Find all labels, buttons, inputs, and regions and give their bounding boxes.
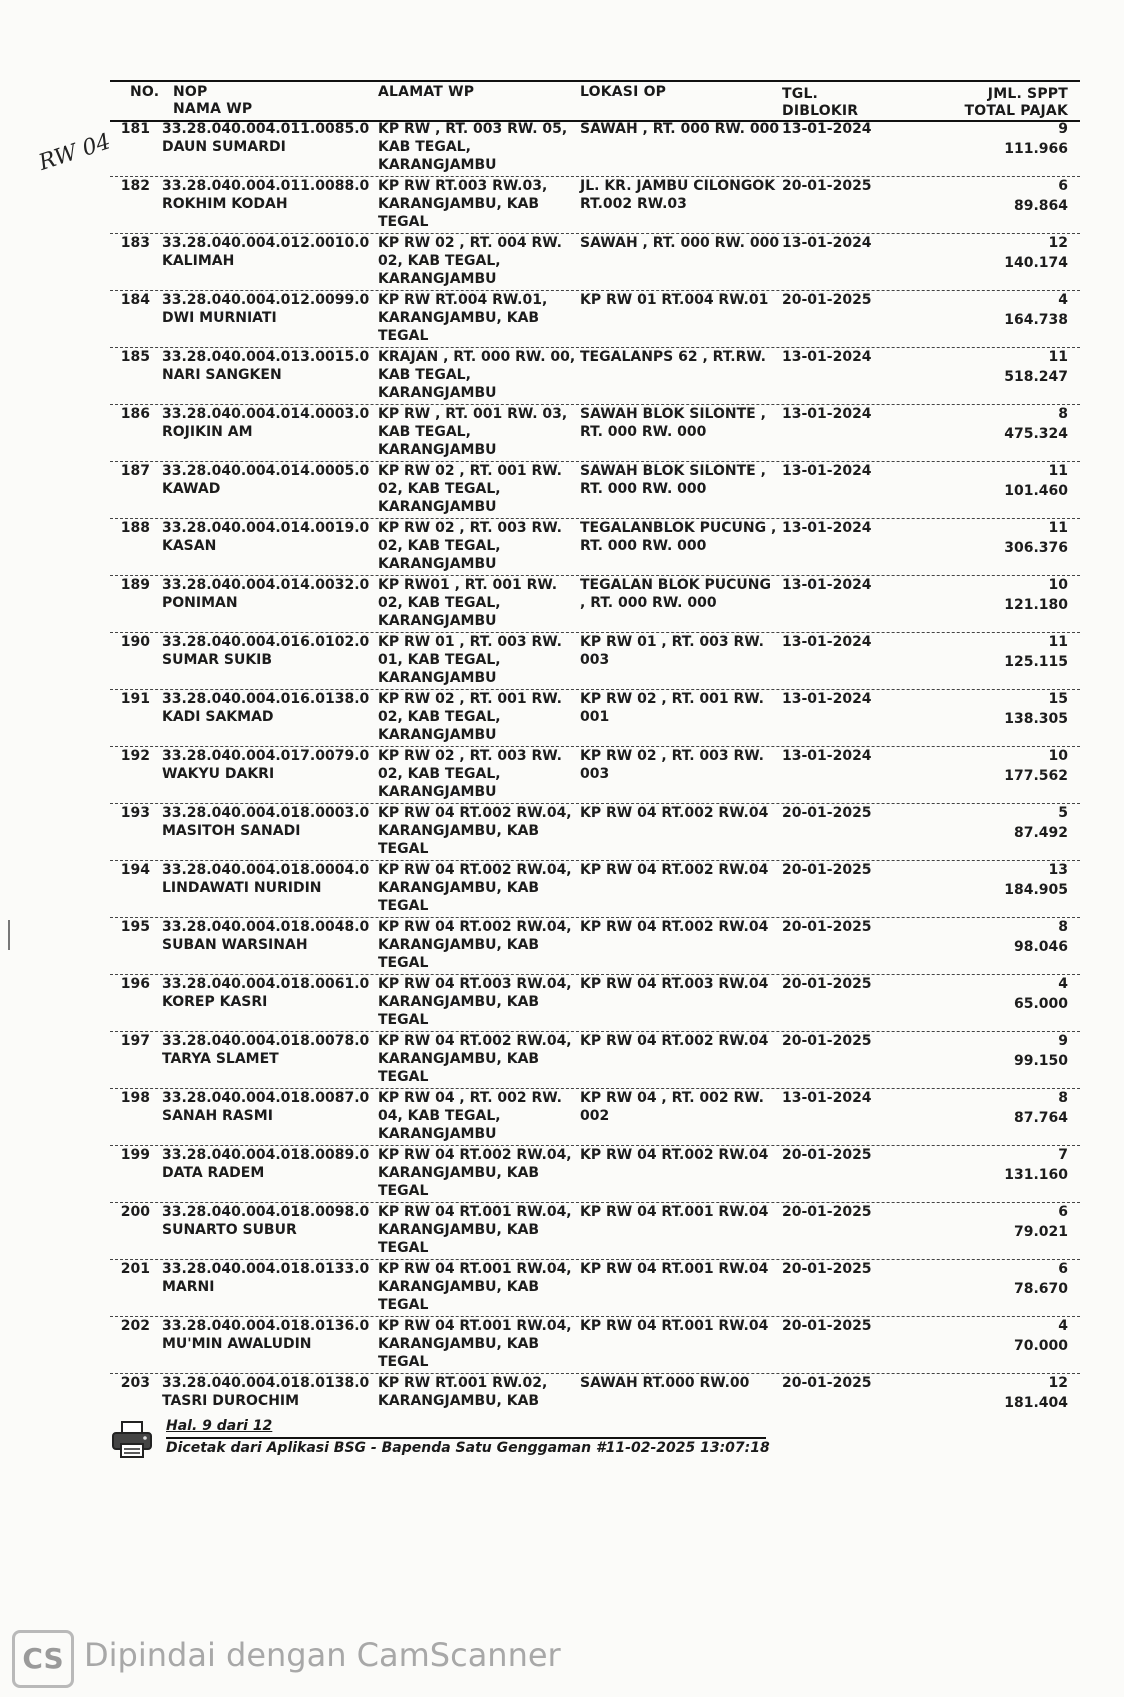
row-jml-sppt: 11 (1048, 634, 1068, 650)
row-nama-wp: KASAN (162, 538, 217, 554)
row-nama-wp: DAUN SUMARDI (162, 139, 286, 155)
header-total-pajak: TOTAL PAJAK (964, 103, 1068, 119)
table-row (110, 1259, 1080, 1316)
row-nop: 33.28.040.004.018.0133.0 (162, 1261, 370, 1277)
row-no: 195 (120, 919, 150, 935)
table-row (110, 233, 1080, 290)
row-jml-sppt: 4 (1058, 1318, 1068, 1334)
row-alamat-wp: KP RW 01 , RT. 003 RW. 01, KAB TEGAL, KARANGJAMBU (378, 634, 562, 686)
row-alamat-wp: KP RW RT.003 RW.03, KARANGJAMBU, KAB TEGAL (378, 178, 548, 230)
table-row (110, 1202, 1080, 1259)
table-row (110, 1088, 1080, 1145)
row-jml-sppt: 9 (1058, 121, 1068, 137)
row-tgl-diblokir: 13-01-2024 (782, 1090, 872, 1106)
row-nama-wp: SUMAR SUKIB (162, 652, 273, 668)
row-lokasi-op: KP RW 02 , RT. 001 RW. 001 (580, 691, 764, 725)
row-no: 188 (120, 520, 150, 536)
row-total-pajak: 306.376 (1004, 540, 1068, 556)
row-tgl-diblokir: 13-01-2024 (782, 577, 872, 593)
row-jml-sppt: 11 (1048, 520, 1068, 536)
row-nop: 33.28.040.004.016.0102.0 (162, 634, 370, 650)
row-no: 192 (120, 748, 150, 764)
row-alamat-wp: KP RW RT.004 RW.01, KARANGJAMBU, KAB TEGAL (378, 292, 548, 344)
row-tgl-diblokir: 13-01-2024 (782, 121, 872, 137)
row-total-pajak: 87.492 (1013, 825, 1068, 841)
header-diblokir: DIBLOKIR (782, 103, 859, 119)
row-nama-wp: KOREP KASRI (162, 994, 268, 1010)
row-alamat-wp: KP RW 04 RT.001 RW.04, KARANGJAMBU, KAB TEGAL (378, 1318, 572, 1370)
row-nama-wp: TARYA SLAMET (162, 1051, 279, 1067)
row-nama-wp: SANAH RASMI (162, 1108, 273, 1124)
table-row (110, 176, 1080, 233)
row-nama-wp: MU'MIN AWALUDIN (162, 1336, 312, 1352)
row-tgl-diblokir: 20-01-2025 (782, 1033, 872, 1049)
row-lokasi-op: KP RW 04 RT.001 RW.04 (580, 1261, 769, 1277)
row-alamat-wp: KP RW 02 , RT. 004 RW. 02, KAB TEGAL, KARANGJAMBU (378, 235, 562, 287)
row-jml-sppt: 4 (1058, 976, 1068, 992)
row-lokasi-op: TEGALANPS 62 , RT.RW. (580, 349, 766, 365)
row-total-pajak: 518.247 (1004, 369, 1068, 385)
printer-icon (110, 1420, 154, 1460)
row-tgl-diblokir: 13-01-2024 (782, 235, 872, 251)
row-tgl-diblokir: 20-01-2025 (782, 862, 872, 878)
row-nop: 33.28.040.004.018.0098.0 (162, 1204, 370, 1220)
row-nama-wp: MARNI (162, 1279, 215, 1295)
table-row (110, 803, 1080, 860)
row-jml-sppt: 8 (1058, 406, 1068, 422)
table-row (110, 974, 1080, 1031)
handwritten-note: RW 04 (35, 129, 114, 176)
row-alamat-wp: KP RW 02 , RT. 003 RW. 02, KAB TEGAL, KARANGJAMBU (378, 520, 562, 572)
row-alamat-wp: KP RW 04 RT.002 RW.04, KARANGJAMBU, KAB TEGAL (378, 805, 572, 857)
row-no: 182 (120, 178, 150, 194)
row-no: 187 (120, 463, 150, 479)
row-alamat-wp: KRAJAN , RT. 000 RW. 00, KAB TEGAL, KARANGJAMBU (378, 349, 576, 401)
row-tgl-diblokir: 20-01-2025 (782, 976, 872, 992)
row-total-pajak: 184.905 (1004, 882, 1068, 898)
row-no: 199 (120, 1147, 150, 1163)
row-no: 200 (120, 1204, 150, 1220)
row-no: 198 (120, 1090, 150, 1106)
header-jml-sppt: JML. SPPT (987, 86, 1068, 102)
row-lokasi-op: KP RW 04 RT.002 RW.04 (580, 805, 769, 821)
row-total-pajak: 101.460 (1004, 483, 1068, 499)
row-lokasi-op: KP RW 04 , RT. 002 RW. 002 (580, 1090, 764, 1124)
row-nop: 33.28.040.004.014.0019.0 (162, 520, 370, 536)
row-alamat-wp: KP RW 04 RT.001 RW.04, KARANGJAMBU, KAB TEGAL (378, 1204, 572, 1256)
header-lokasi-op: LOKASI OP (580, 84, 667, 100)
row-total-pajak: 89.864 (1013, 198, 1068, 214)
row-lokasi-op: SAWAH RT.000 RW.00 (580, 1375, 750, 1391)
row-lokasi-op: JL. KR. JAMBU CILONGOK RT.002 RW.03 (580, 178, 776, 212)
row-tgl-diblokir: 20-01-2025 (782, 178, 872, 194)
header-nop: NOP (173, 84, 208, 100)
row-alamat-wp: KP RW 04 RT.002 RW.04, KARANGJAMBU, KAB TEGAL (378, 1147, 572, 1199)
table-row (110, 1316, 1080, 1373)
row-nop: 33.28.040.004.018.0136.0 (162, 1318, 370, 1334)
row-nop: 33.28.040.004.017.0079.0 (162, 748, 370, 764)
row-total-pajak: 98.046 (1013, 939, 1068, 955)
row-jml-sppt: 10 (1048, 577, 1068, 593)
row-nop: 33.28.040.004.014.0032.0 (162, 577, 370, 593)
table-row (110, 290, 1080, 347)
row-jml-sppt: 9 (1058, 1033, 1068, 1049)
row-nama-wp: KADI SAKMAD (162, 709, 274, 725)
table-row (110, 689, 1080, 746)
row-total-pajak: 131.160 (1004, 1167, 1068, 1183)
row-nop: 33.28.040.004.018.0089.0 (162, 1147, 370, 1163)
row-nop: 33.28.040.004.018.0048.0 (162, 919, 370, 935)
row-tgl-diblokir: 20-01-2025 (782, 292, 872, 308)
row-no: 197 (120, 1033, 150, 1049)
row-jml-sppt: 10 (1048, 748, 1068, 764)
row-jml-sppt: 12 (1048, 235, 1068, 251)
table-row (110, 632, 1080, 689)
row-alamat-wp: KP RW 02 , RT. 001 RW. 02, KAB TEGAL, KARANGJAMBU (378, 691, 562, 743)
table-row (110, 746, 1080, 803)
camscanner-watermark (8, 1626, 608, 1686)
row-alamat-wp: KP RW 02 , RT. 003 RW. 02, KAB TEGAL, KARANGJAMBU (378, 748, 562, 800)
row-tgl-diblokir: 20-01-2025 (782, 1318, 872, 1334)
row-nama-wp: KAWAD (162, 481, 221, 497)
row-tgl-diblokir: 13-01-2024 (782, 634, 872, 650)
row-nop: 33.28.040.004.016.0138.0 (162, 691, 370, 707)
row-total-pajak: 140.174 (1004, 255, 1068, 271)
table-row (110, 1031, 1080, 1088)
print-info: Dicetak dari Aplikasi BSG - Bapenda Satu Genggaman #11-02-2025 13:07:18 (166, 1440, 770, 1456)
row-lokasi-op: KP RW 04 RT.002 RW.04 (580, 1033, 769, 1049)
row-jml-sppt: 4 (1058, 292, 1068, 308)
row-tgl-diblokir: 13-01-2024 (782, 748, 872, 764)
row-no: 203 (120, 1375, 150, 1391)
row-total-pajak: 181.404 (1004, 1395, 1068, 1411)
row-nop: 33.28.040.004.018.0078.0 (162, 1033, 370, 1049)
row-tgl-diblokir: 20-01-2025 (782, 1375, 872, 1391)
row-nama-wp: LINDAWATI NURIDIN (162, 880, 322, 896)
row-tgl-diblokir: 20-01-2025 (782, 1261, 872, 1277)
header-no: NO. (130, 84, 160, 100)
row-nop: 33.28.040.004.018.0061.0 (162, 976, 370, 992)
row-nop: 33.28.040.004.011.0088.0 (162, 178, 370, 194)
row-tgl-diblokir: 20-01-2025 (782, 919, 872, 935)
table-row (110, 575, 1080, 632)
row-nop: 33.28.040.004.018.0087.0 (162, 1090, 370, 1106)
row-lokasi-op: KP RW 04 RT.001 RW.04 (580, 1204, 769, 1220)
table-row (110, 120, 1080, 176)
row-total-pajak: 70.000 (1013, 1338, 1068, 1354)
row-nop: 33.28.040.004.018.0003.0 (162, 805, 370, 821)
table-body (110, 120, 1080, 1430)
row-lokasi-op: KP RW 04 RT.002 RW.04 (580, 919, 769, 935)
table-header (110, 80, 1080, 122)
row-no: 183 (120, 235, 150, 251)
row-nama-wp: DATA RADEM (162, 1165, 265, 1181)
row-alamat-wp: KP RW , RT. 003 RW. 05, KAB TEGAL, KARANGJAMBU (378, 121, 568, 173)
row-nama-wp: ROJIKIN AM (162, 424, 253, 440)
row-lokasi-op: SAWAH BLOK SILONTE , RT. 000 RW. 000 (580, 406, 766, 440)
row-total-pajak: 475.324 (1004, 426, 1068, 442)
row-nop: 33.28.040.004.018.0138.0 (162, 1375, 370, 1391)
row-alamat-wp: KP RW 04 RT.003 RW.04, KARANGJAMBU, KAB TEGAL (378, 976, 572, 1028)
row-total-pajak: 79.021 (1013, 1224, 1068, 1240)
row-jml-sppt: 6 (1058, 1261, 1068, 1277)
row-jml-sppt: 13 (1048, 862, 1068, 878)
row-jml-sppt: 15 (1048, 691, 1068, 707)
row-nama-wp: TASRI DUROCHIM (162, 1393, 300, 1409)
row-alamat-wp: KP RW 02 , RT. 001 RW. 02, KAB TEGAL, KARANGJAMBU (378, 463, 562, 515)
row-jml-sppt: 8 (1058, 1090, 1068, 1106)
row-nama-wp: MASITOH SANADI (162, 823, 301, 839)
row-no: 181 (120, 121, 150, 137)
row-nama-wp: SUNARTO SUBUR (162, 1222, 297, 1238)
row-tgl-diblokir: 13-01-2024 (782, 349, 872, 365)
camscanner-logo: CS (12, 1630, 74, 1688)
row-jml-sppt: 5 (1058, 805, 1068, 821)
row-alamat-wp: KP RW 04 RT.002 RW.04, KARANGJAMBU, KAB TEGAL (378, 1033, 572, 1085)
row-total-pajak: 111.966 (1004, 141, 1068, 157)
row-lokasi-op: KP RW 04 RT.002 RW.04 (580, 862, 769, 878)
row-alamat-wp: KP RW 04 , RT. 002 RW. 04, KAB TEGAL, KARANGJAMBU (378, 1090, 562, 1142)
row-total-pajak: 121.180 (1004, 597, 1068, 613)
row-tgl-diblokir: 20-01-2025 (782, 805, 872, 821)
row-lokasi-op: KP RW 04 RT.003 RW.04 (580, 976, 769, 992)
row-alamat-wp: KP RW 04 RT.001 RW.04, KARANGJAMBU, KAB TEGAL (378, 1261, 572, 1313)
row-nama-wp: KALIMAH (162, 253, 235, 269)
row-tgl-diblokir: 20-01-2025 (782, 1204, 872, 1220)
row-total-pajak: 65.000 (1013, 996, 1068, 1012)
row-jml-sppt: 11 (1048, 349, 1068, 365)
row-no: 189 (120, 577, 150, 593)
row-no: 196 (120, 976, 150, 992)
row-jml-sppt: 7 (1058, 1147, 1068, 1163)
row-tgl-diblokir: 20-01-2025 (782, 1147, 872, 1163)
row-tgl-diblokir: 13-01-2024 (782, 463, 872, 479)
row-nop: 33.28.040.004.014.0005.0 (162, 463, 370, 479)
header-alamat-wp: ALAMAT WP (378, 84, 475, 100)
row-lokasi-op: KP RW 02 , RT. 003 RW. 003 (580, 748, 764, 782)
row-lokasi-op: TEGALAN BLOK PUCUNG , RT. 000 RW. 000 (580, 577, 771, 611)
row-jml-sppt: 8 (1058, 919, 1068, 935)
table-row (110, 518, 1080, 575)
row-nop: 33.28.040.004.018.0004.0 (162, 862, 370, 878)
page-footer (110, 1418, 770, 1468)
row-nama-wp: SUBAN WARSINAH (162, 937, 308, 953)
row-no: 184 (120, 292, 150, 308)
row-no: 185 (120, 349, 150, 365)
row-jml-sppt: 12 (1048, 1375, 1068, 1391)
row-nop: 33.28.040.004.012.0099.0 (162, 292, 370, 308)
row-alamat-wp: KP RW 04 RT.002 RW.04, KARANGJAMBU, KAB TEGAL (378, 919, 572, 971)
row-nop: 33.28.040.004.013.0015.0 (162, 349, 370, 365)
camscanner-text: Dipindai dengan CamScanner (84, 1636, 561, 1674)
row-lokasi-op: SAWAH , RT. 000 RW. 000 (580, 235, 780, 251)
row-nop: 33.28.040.004.014.0003.0 (162, 406, 370, 422)
row-alamat-wp: KP RW RT.001 RW.02, KARANGJAMBU, KAB (378, 1375, 548, 1409)
row-tgl-diblokir: 13-01-2024 (782, 520, 872, 536)
row-total-pajak: 78.670 (1013, 1281, 1068, 1297)
row-lokasi-op: KP RW 01 RT.004 RW.01 (580, 292, 769, 308)
row-alamat-wp: KP RW 04 RT.002 RW.04, KARANGJAMBU, KAB TEGAL (378, 862, 572, 914)
row-nama-wp: PONIMAN (162, 595, 238, 611)
row-total-pajak: 177.562 (1004, 768, 1068, 784)
row-no: 202 (120, 1318, 150, 1334)
row-lokasi-op: KP RW 04 RT.001 RW.04 (580, 1318, 769, 1334)
row-no: 190 (120, 634, 150, 650)
page-number: Hal. 9 dari 12 (166, 1418, 273, 1434)
row-no: 186 (120, 406, 150, 422)
row-lokasi-op: KP RW 04 RT.002 RW.04 (580, 1147, 769, 1163)
table-row (110, 404, 1080, 461)
row-no: 193 (120, 805, 150, 821)
row-lokasi-op: KP RW 01 , RT. 003 RW. 003 (580, 634, 764, 668)
row-lokasi-op: SAWAH BLOK SILONTE , RT. 000 RW. 000 (580, 463, 766, 497)
table-row (110, 1145, 1080, 1202)
row-nama-wp: ROKHIM KODAH (162, 196, 288, 212)
header-tgl: TGL. (782, 86, 819, 102)
row-lokasi-op: TEGALANBLOK PUCUNG , RT. 000 RW. 000 (580, 520, 777, 554)
row-tgl-diblokir: 13-01-2024 (782, 406, 872, 422)
row-no: 201 (120, 1261, 150, 1277)
scan-mark (8, 920, 10, 950)
row-total-pajak: 99.150 (1013, 1053, 1068, 1069)
footer-rule (166, 1437, 766, 1439)
row-total-pajak: 138.305 (1004, 711, 1068, 727)
table-row (110, 917, 1080, 974)
row-jml-sppt: 6 (1058, 178, 1068, 194)
row-nop: 33.28.040.004.012.0010.0 (162, 235, 370, 251)
row-total-pajak: 125.115 (1004, 654, 1068, 670)
row-jml-sppt: 6 (1058, 1204, 1068, 1220)
header-nama-wp: NAMA WP (173, 101, 253, 117)
row-no: 191 (120, 691, 150, 707)
row-alamat-wp: KP RW01 , RT. 001 RW. 02, KAB TEGAL, KARANGJAMBU (378, 577, 558, 629)
table-row (110, 461, 1080, 518)
row-no: 194 (120, 862, 150, 878)
row-total-pajak: 87.764 (1013, 1110, 1068, 1126)
row-jml-sppt: 11 (1048, 463, 1068, 479)
table-row (110, 860, 1080, 917)
table-row (110, 347, 1080, 404)
row-nama-wp: WAKYU DAKRI (162, 766, 275, 782)
row-nop: 33.28.040.004.011.0085.0 (162, 121, 370, 137)
row-lokasi-op: SAWAH , RT. 000 RW. 000 (580, 121, 780, 137)
row-tgl-diblokir: 13-01-2024 (782, 691, 872, 707)
row-nama-wp: NARI SANGKEN (162, 367, 282, 383)
row-total-pajak: 164.738 (1004, 312, 1068, 328)
row-alamat-wp: KP RW , RT. 001 RW. 03, KAB TEGAL, KARANGJAMBU (378, 406, 568, 458)
row-nama-wp: DWI MURNIATI (162, 310, 277, 326)
